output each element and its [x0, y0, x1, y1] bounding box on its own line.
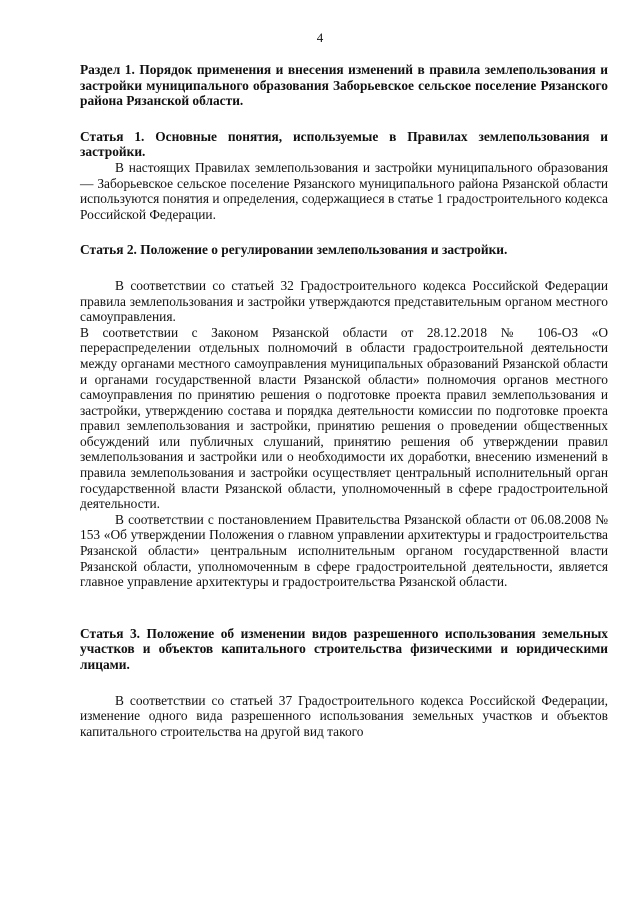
article-3-heading: Статья 3. Положение об изменении видов разрешенного использования земельных участков и объектов капитального строительства физическими и юридическими лицами. — [80, 625, 608, 672]
article-2-paragraph-1: В соответствии со статьей 32 Градостроительного кодекса Российской Федерации правила землепользования и застройки утверждаются представительным органом местного самоуправления. — [80, 277, 608, 325]
article-2-paragraph-3: В соответствии с постановлением Правительства Рязанской области от 06.08.2008 № 153 «Об утверждении Положения о главном управлении архитектуры и градостроительства Рязанской области» центральным исполнительным органом государственной власти Рязанской области, уполномоченным в сфере градостроительной деятельности, является главное управление архитектуры и градостроительства Рязанской области. — [80, 511, 608, 590]
article-1-paragraph: В настоящих Правилах землепользования и застройки муниципального образования — Заборьевское сельское поселение Рязанского муниципального района Рязанской области используются понятия и определения, содержащиеся в статье 1 градостроительного кодекса Российской Федерации. — [80, 159, 608, 222]
section-1-heading: Раздел 1. Порядок применения и внесения изменений в правила землепользования и застройки муниципального образования Заборьевское сельское поселение Рязанского района Рязанской области. — [80, 62, 608, 109]
article-1-heading: Статья 1. Основные понятия, используемые в Правилах землепользования и застройки. — [80, 128, 608, 160]
article-2-paragraph-2: В соответствии с Законом Рязанской области от 28.12.2018 № 106-ОЗ «О перераспределении отдельных полномочий в области градостроительной деятельности между органами местного самоуправления муниципальных образований Рязанской области и органами государственной власти Рязанской области» полномочия органов местного самоуправления по принятию решения о подготовке проекта правил землепользования и застройки, утверждению состава и порядка деятельности комиссии по подготовке проекта правил землепользования и застройки, принятию решения о проведении общественных обсуждений или публичных слушаний, принятию решения об утверждении правил землепользования и застройки или о необходимости их доработки, внесению изменений в правила землепользования и застройки осуществляет центральный исполнительный орган государственной власти Рязанской области, уполномоченный в сфере градостроительной деятельности. — [80, 324, 608, 512]
page-number: 4 — [316, 30, 324, 45]
article-3-paragraph: В соответствии со статьей 37 Градостроительного кодекса Российской Федерации, изменение одного вида разрешенного использования земельных участков и объектов капитального строительства на другой вид такого — [80, 692, 608, 739]
article-2-heading: Статья 2. Положение о регулировании землепользования и застройки. — [80, 242, 508, 258]
document-body — [80, 62, 608, 739]
